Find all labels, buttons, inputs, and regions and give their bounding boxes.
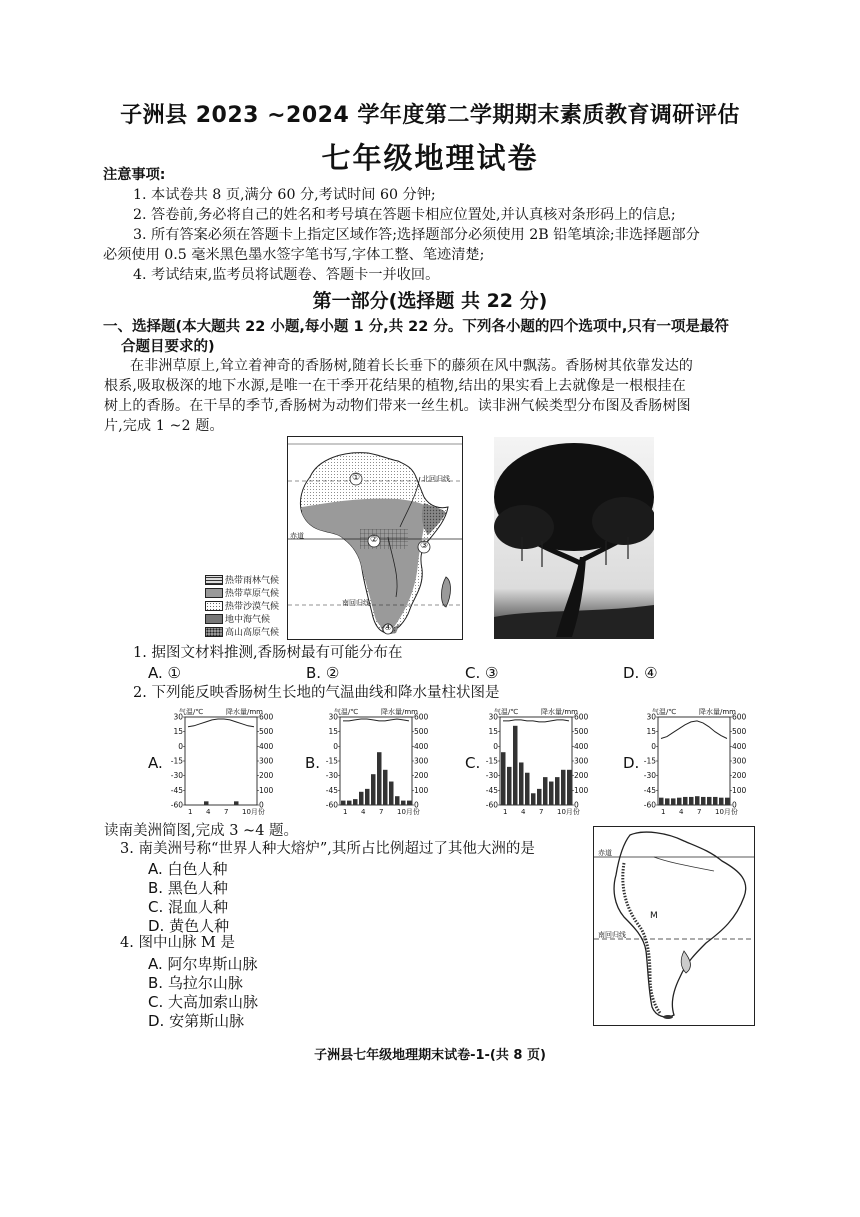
temp-tick-label: -15: [485, 756, 498, 766]
temp-tick-label: -15: [643, 756, 656, 766]
temp-tick-label: 15: [173, 727, 183, 737]
precip-tick-label: 100: [732, 785, 747, 795]
precip-bar: [501, 752, 506, 805]
sausage-tree-photo: [494, 437, 654, 639]
month-tick-label: 7: [224, 808, 229, 816]
precip-tick-label: 0: [574, 800, 579, 810]
climate-chart-d: [638, 705, 750, 821]
precip-bar: [383, 770, 388, 805]
precip-tick-label: 300: [414, 756, 429, 766]
precip-tick-label: 0: [259, 800, 264, 810]
precip-bar: [561, 770, 566, 805]
notes-item: 2. 答卷前,务必将自己的姓名和考号填在答题卡相应位置处,并认真核对条形码上的信息;: [133, 207, 676, 223]
temp-tick-label: 30: [173, 712, 183, 722]
temp-tick-label: 0: [651, 741, 656, 751]
question-4-option-b[interactable]: B. 乌拉尔山脉: [148, 974, 243, 992]
month-tick-label: 4: [361, 808, 366, 816]
sa-equator-label: 赤道: [598, 849, 612, 857]
south-america-map: [593, 826, 755, 1026]
tropic-south-label: 南回归线: [342, 599, 370, 607]
temp-tick-label: 15: [646, 727, 656, 737]
question-2-option-b[interactable]: B.: [305, 754, 321, 772]
precip-tick-label: 400: [259, 741, 274, 751]
notes-item: 1. 本试卷共 8 页,满分 60 分,考试时间 60 分钟;: [133, 187, 436, 203]
notes-item: 必须使用 0.5 毫米黑色墨水签字笔书写,字体工整、笔迹清楚;: [103, 247, 485, 263]
question-4-option-c[interactable]: C. 大高加索山脉: [148, 993, 259, 1011]
page-footer: 子洲县七年级地理期末试卷-1-(共 8 页): [314, 1048, 546, 1063]
temp-tick-label: -30: [325, 771, 338, 781]
temp-tick-label: 0: [178, 741, 183, 751]
precip-bar: [707, 797, 712, 805]
month-tick-label: 10月份: [242, 808, 265, 816]
precip-tick-label: 300: [259, 756, 274, 766]
precip-bar: [401, 801, 406, 805]
chart-frame: [185, 717, 257, 805]
temp-tick-label: -60: [170, 800, 183, 810]
month-tick-label: 1: [188, 808, 193, 816]
map-legend: [205, 573, 295, 638]
precip-bar: [549, 782, 554, 805]
question-4-option-d[interactable]: D. 安第斯山脉: [148, 1012, 245, 1030]
precip-bar: [525, 773, 530, 805]
question-2-option-d[interactable]: D.: [623, 754, 640, 772]
climate-chart-svg: [165, 705, 277, 817]
precip-bar: [713, 797, 718, 805]
month-tick-label: 7: [697, 808, 702, 816]
question-2-stem: 2. 下列能反映香肠树生长地的气温曲线和降水量柱状图是: [133, 685, 500, 701]
precip-bar: [513, 726, 518, 805]
precip-tick-label: 200: [414, 771, 429, 781]
legend-item: 地中海气候: [205, 612, 295, 625]
temp-tick-label: -45: [485, 785, 498, 795]
sa-intro: 读南美洲简图,完成 3 ~4 题。: [104, 823, 299, 839]
month-tick-label: 1: [343, 808, 348, 816]
temp-axis-label: 气温/℃: [494, 708, 519, 716]
question-2-option-c[interactable]: C.: [465, 754, 481, 772]
question-3-stem: 3. 南美洲号称“世界人种大熔炉”,其所占比例超过了其他大洲的是: [120, 841, 535, 857]
desert-swatch-icon: [205, 601, 223, 611]
precip-tick-label: 300: [732, 756, 747, 766]
question-3-option-c[interactable]: C. 混血人种: [148, 898, 229, 916]
temp-tick-label: -30: [485, 771, 498, 781]
question-1-option-d[interactable]: D. ④: [623, 664, 658, 682]
precip-tick-label: 600: [259, 712, 274, 722]
precip-tick-label: 100: [414, 785, 429, 795]
temp-curve: [188, 719, 254, 727]
precip-bar: [365, 789, 370, 805]
precip-tick-label: 0: [732, 800, 737, 810]
temp-tick-label: -60: [643, 800, 656, 810]
precip-tick-label: 500: [574, 727, 589, 737]
region-marker-4: ④: [384, 623, 393, 633]
sa-tropic-label: 南回归线: [598, 931, 626, 939]
month-tick-label: 7: [379, 808, 384, 816]
temp-curve: [343, 719, 409, 721]
precip-tick-label: 200: [574, 771, 589, 781]
temp-axis-label: 气温/℃: [334, 708, 359, 716]
section-intro: 合题目要求的): [121, 339, 215, 355]
month-tick-label: 10月份: [557, 808, 580, 816]
precip-bar: [567, 770, 572, 805]
legend-item: 热带沙漠气候: [205, 599, 295, 612]
temp-tick-label: -15: [170, 756, 183, 766]
precip-axis-label: 降水量/mm: [226, 708, 263, 716]
precip-tick-label: 200: [259, 771, 274, 781]
month-tick-label: 1: [503, 808, 508, 816]
question-4-stem: 4. 图中山脉 M 是: [120, 935, 236, 951]
precip-bar: [555, 777, 560, 805]
temp-tick-label: -45: [170, 785, 183, 795]
precip-bar: [725, 798, 730, 805]
precip-axis-label: 降水量/mm: [381, 708, 418, 716]
exam-subject-title: 七年级地理试卷: [321, 141, 539, 175]
temp-tick-label: 30: [488, 712, 498, 722]
africa-climate-map: [287, 436, 463, 640]
temp-tick-label: -60: [325, 800, 338, 810]
precip-bar: [719, 798, 724, 805]
precip-tick-label: 600: [414, 712, 429, 722]
exam-header-title: 子洲县 2023 ~2024 学年度第二学期期末素质教育调研评估: [120, 103, 740, 128]
climate-chart-b: [320, 705, 432, 821]
notes-item: 3. 所有答案必须在答题卡上指定区域作答;选择题部分必须使用 2B 铅笔填涂;非选择题部分: [133, 227, 700, 243]
month-tick-label: 10月份: [397, 808, 420, 816]
mountain-m-label: M: [650, 911, 658, 921]
highland-swatch-icon: [205, 627, 223, 637]
passage-line: 树上的香肠。在干旱的季节,香肠树为动物们带来一丝生机。读非洲气候类型分布图及香肠树图: [104, 398, 691, 414]
climate-chart-svg: [638, 705, 750, 817]
precip-tick-label: 0: [414, 800, 419, 810]
question-1-option-b[interactable]: B. ②: [306, 664, 340, 682]
question-4-option-a[interactable]: A. 阿尔卑斯山脉: [148, 955, 258, 973]
precip-bar: [353, 799, 358, 805]
precip-bar: [537, 789, 542, 805]
climate-chart-a: [165, 705, 277, 821]
region-marker-1: ①: [352, 473, 361, 483]
precip-tick-label: 400: [574, 741, 589, 751]
temp-tick-label: 15: [488, 727, 498, 737]
question-2-option-a[interactable]: A.: [148, 754, 163, 772]
precip-bar: [671, 798, 676, 805]
month-tick-label: 4: [679, 808, 684, 816]
climate-chart-c: [480, 705, 592, 821]
notes-heading: 注意事项:: [103, 167, 166, 183]
precip-bar: [407, 801, 412, 805]
chart-frame: [340, 717, 412, 805]
precip-bar: [683, 797, 688, 805]
precip-bar: [543, 777, 548, 805]
section-title: 第一部分(选择题 共 22 分): [312, 290, 548, 312]
precip-tick-label: 400: [732, 741, 747, 751]
precip-bar: [507, 767, 512, 805]
mediterranean-swatch-icon: [205, 614, 223, 624]
precip-tick-label: 600: [574, 712, 589, 722]
precip-bar: [689, 797, 694, 805]
region-marker-3: ③: [420, 541, 429, 551]
temp-tick-label: -15: [325, 756, 338, 766]
question-3-option-b[interactable]: B. 黑色人种: [148, 879, 228, 897]
equator-label: 赤道: [290, 532, 304, 540]
section-intro: 一、选择题(本大题共 22 小题,每小题 1 分,共 22 分。下列各小题的四个选项中,只有一项是最符: [103, 319, 729, 335]
temp-tick-label: 30: [328, 712, 338, 722]
precip-tick-label: 200: [732, 771, 747, 781]
tropic-north-label: 北回归线: [422, 475, 450, 483]
temp-curve: [661, 721, 727, 739]
temp-tick-label: 0: [493, 741, 498, 751]
precip-bar: [677, 798, 682, 805]
question-1-stem: 1. 据图文材料推测,香肠树最有可能分布在: [133, 645, 403, 661]
temp-axis-label: 气温/℃: [652, 708, 677, 716]
temp-tick-label: 30: [646, 712, 656, 722]
month-tick-label: 10月份: [715, 808, 738, 816]
precip-tick-label: 100: [574, 785, 589, 795]
temp-tick-label: -30: [170, 771, 183, 781]
legend-item: 热带草原气候: [205, 586, 295, 599]
precip-bar: [665, 798, 670, 805]
temp-tick-label: -30: [643, 771, 656, 781]
precip-tick-label: 400: [414, 741, 429, 751]
temp-tick-label: 15: [328, 727, 338, 737]
precip-bar: [371, 774, 376, 805]
month-tick-label: 1: [661, 808, 666, 816]
legend-item: 高山高原气候: [205, 625, 295, 638]
question-3-option-a[interactable]: A. 白色人种: [148, 860, 228, 878]
precip-tick-label: 500: [414, 727, 429, 737]
temp-tick-label: 0: [333, 741, 338, 751]
precip-bar: [359, 792, 364, 805]
temp-tick-label: -60: [485, 800, 498, 810]
rainforest-swatch-icon: [205, 575, 223, 585]
precip-axis-label: 降水量/mm: [541, 708, 578, 716]
precip-tick-label: 500: [732, 727, 747, 737]
precip-bar: [695, 796, 700, 805]
temp-curve: [503, 720, 569, 722]
precip-tick-label: 300: [574, 756, 589, 766]
notes-item: 4. 考试结束,监考员将试题卷、答题卡一并收回。: [133, 267, 440, 283]
savanna-swatch-icon: [205, 588, 223, 598]
precip-bar: [204, 801, 209, 805]
region-marker-2: ②: [370, 535, 379, 545]
question-1-option-a[interactable]: A. ①: [148, 664, 181, 682]
climate-chart-svg: [320, 705, 432, 817]
precip-tick-label: 500: [259, 727, 274, 737]
precip-tick-label: 600: [732, 712, 747, 722]
precip-bar: [347, 801, 352, 805]
precip-bar: [701, 797, 706, 805]
precip-axis-label: 降水量/mm: [699, 708, 736, 716]
precip-tick-label: 100: [259, 785, 274, 795]
month-tick-label: 4: [521, 808, 526, 816]
precip-bar: [519, 762, 524, 805]
passage-line: 片,完成 1 ~2 题。: [104, 418, 224, 434]
precip-bar: [234, 801, 239, 805]
month-tick-label: 7: [539, 808, 544, 816]
month-tick-label: 4: [206, 808, 211, 816]
temp-axis-label: 气温/℃: [179, 708, 204, 716]
temp-tick-label: -45: [643, 785, 656, 795]
precip-bar: [659, 798, 664, 805]
precip-bar: [389, 782, 394, 805]
chart-frame: [658, 717, 730, 805]
precip-bar: [341, 801, 346, 805]
precip-bar: [377, 752, 382, 805]
climate-chart-svg: [480, 705, 592, 817]
precip-bar: [531, 793, 536, 805]
precip-bar: [395, 796, 400, 805]
question-3-option-d[interactable]: D. 黄色人种: [148, 917, 230, 935]
question-1-option-c[interactable]: C. ③: [465, 664, 499, 682]
legend-item: 热带雨林气候: [205, 573, 295, 586]
passage-line: 根系,吸取极深的地下水源,是唯一在干季开花结果的植物,结出的果实看上去就像是一根根挂在: [104, 378, 686, 394]
passage-line: 在非洲草原上,耸立着神奇的香肠树,随着长长垂下的藤须在风中飘荡。香肠树其依靠发达的: [130, 358, 694, 374]
temp-tick-label: -45: [325, 785, 338, 795]
